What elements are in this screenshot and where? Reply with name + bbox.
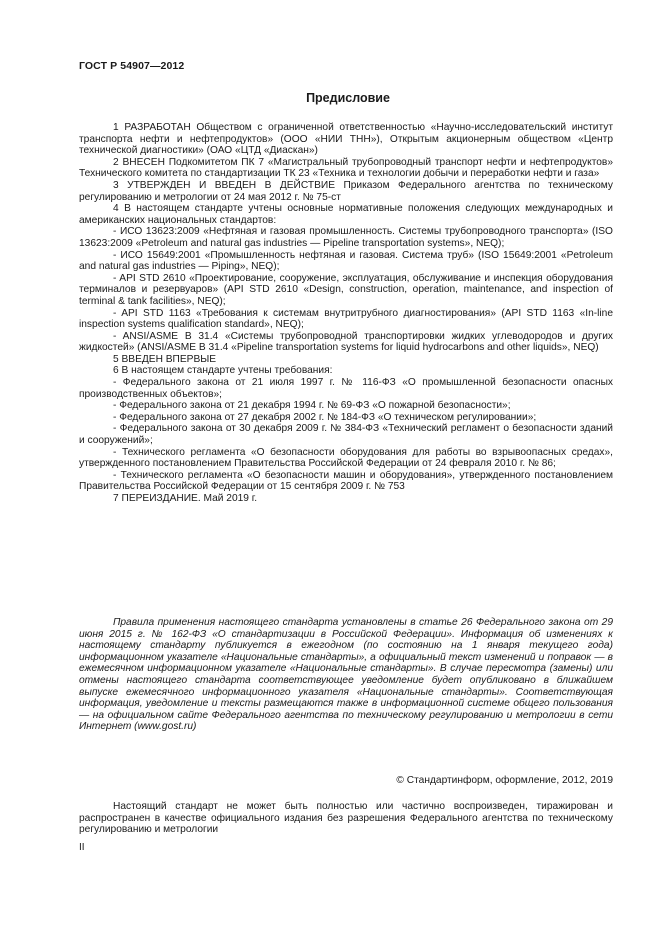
foreword-item: - API STD 1163 «Требования к системам внутритрубного диагностирования» (API STD 1163 «In-line inspection systems qualification standard», NEQ);	[79, 307, 613, 331]
foreword-item: 3 УТВЕРЖДЕН И ВВЕДЕН В ДЕЙСТВИЕ Приказом Федерального агентства по техническому регулированию и метрологии от 24 мая 2012 г. № 75-ст	[79, 179, 613, 203]
reproduction-text: Настоящий стандарт не может быть полностью или частично воспроизведен, тиражирован и распространен в качестве официального издания без разрешения Федерального агентства по техническому регулированию и метрологии	[79, 801, 613, 836]
foreword-item: - Федерального закона от 27 декабря 2002 г. № 184-ФЗ «О техническом регулировании»;	[113, 411, 537, 423]
foreword-item: - Федерального закона от 30 декабря 2009 г. № 384-ФЗ «Технический регламент о безопасности зданий и сооружений»;	[79, 423, 613, 447]
foreword-item: - Технического регламента «О безопасности машин и оборудования», утвержденного постановлением Правительства Российской Федерации от 15 сентября 2009 г. № 753	[79, 469, 613, 493]
page-title: Предисловие	[306, 91, 390, 105]
copyright-line: © Стандартинформ, оформление, 2012, 2019	[396, 775, 613, 786]
foreword-item: - ИСО 13623:2009 «Нефтяная и газовая промышленность. Системы трубопроводного транспорта» (ISO 13623:2009 «Petroleum and natural gas industries — Pipeline transportation systems», NEQ);	[79, 226, 613, 249]
foreword-item: 2 ВНЕСЕН Подкомитетом ПК 7 «Магистральный трубопроводный транспорт нефти и нефтепродуктов» Технического комитета по стандартизации ТК 23 «Техника и технологии добычи и переработки нефти и газа»	[79, 156, 613, 180]
notice-text: Правила применения настоящего стандарта установлены в статье 26 Федерального закона от 29 июня 2015 г. № 162-ФЗ «О стандартизации в Российской Федерации». Информация об изменениях к настоящему стандарту публикуется в ежегодном (по состоянию на 1 января текущего года) информационном указателе «Национальные стандарты», а официальный текст изменений и поправок — в ежемесячном информационном указателе «Национальные стандарты». В случае пересмотра (замены) или отмены настоящего стандарта соответствующее уведомление будет опубликовано в ближайшем выпуске ежемесячного информационного указателя «Национальные стандарты». Соответствующая информация, уведомление и тексты размещаются также в информационной системе общего пользования — на официальном сайте Федерального агентства по техническому регулированию и метрологии в сети Интернет (www.gost.ru)	[79, 617, 613, 733]
foreword-item: 7 ПЕРЕИЗДАНИЕ. Май 2019 г.	[113, 493, 258, 504]
foreword-item: - Федерального закона от 21 июля 1997 г. № 116-ФЗ «О промышленной безопасности опасных производственных объектов»;	[79, 377, 613, 400]
foreword-item: 6 В настоящем стандарте учтены требования:	[113, 365, 333, 377]
foreword-items	[79, 122, 613, 505]
foreword-item: 5 ВВЕДЕН ВПЕРВЫЕ	[113, 353, 217, 365]
foreword-item: - ИСО 15649:2001 «Промышленность нефтяная и газовая. Система труб» (ISO 15649:2001 «Petroleum and natural gas industries — Piping», NEQ);	[79, 249, 613, 273]
foreword-item: 4 В настоящем стандарте учтены основные нормативные положения следующих международных и американских национальных стандартов:	[79, 203, 613, 226]
standard-code-header: ГОСТ Р 54907—2012	[79, 60, 185, 72]
foreword-item: - ANSI/ASME B 31.4 «Системы трубопроводной транспортировки жидких углеводородов и других жидкостей» (ANSI/ASME B 31.4 «Pipeline transportation systems for liquid hydrocarbons and other liquids», NEQ)	[79, 330, 613, 354]
foreword-item: - Федерального закона от 21 декабря 1994 г. № 69-ФЗ «О пожарной безопасности»;	[113, 400, 511, 412]
foreword-item: 1 РАЗРАБОТАН Обществом с ограниченной ответственностью «Научно-исследовательский институт транспорта нефти и нефтепродуктов» (ООО «НИИ ТНН»), Открытым акционерным обществом «Центр технической диагностики» (ОАО «ЦТД «Диаскан»)	[79, 122, 613, 157]
reproduction-notice	[79, 801, 613, 836]
page-number: II	[79, 842, 85, 853]
usage-rules-notice	[79, 617, 613, 733]
foreword-item: - API STD 2610 «Проектирование, сооружение, эксплуатация, обслуживание и инспекция оборудования терминалов и резервуаров» (API STD 2610 «Design, construction, operation, maintenance, and inspection of terminal & tank facilities», NEQ);	[79, 272, 613, 307]
foreword-item: - Технического регламента «О безопасности оборудования для работы во взрывоопасных средах», утвержденного постановлением Правительства Российской Федерации от 24 февраля 2010 г. № 86;	[79, 446, 613, 470]
